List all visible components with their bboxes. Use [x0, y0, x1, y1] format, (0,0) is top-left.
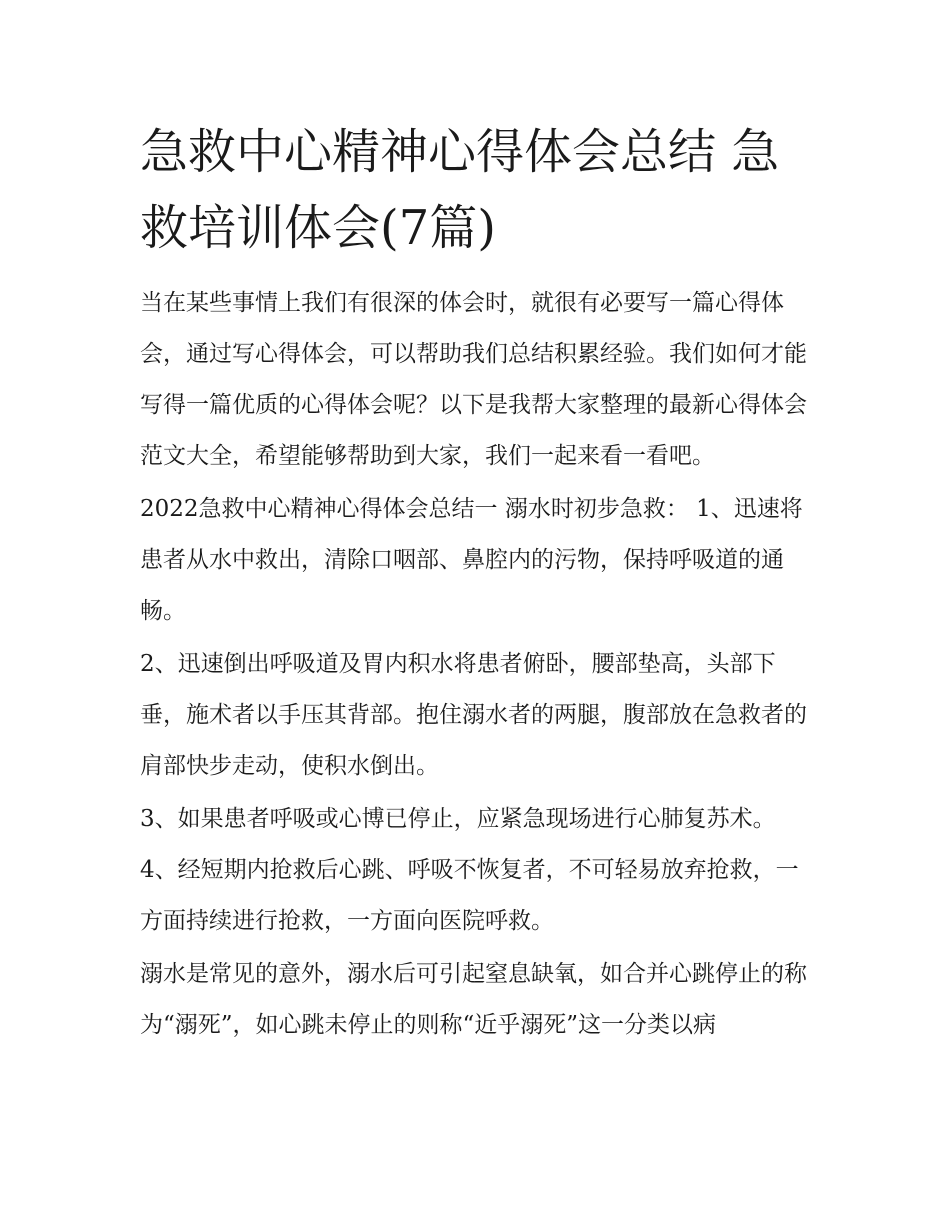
document-title: 急救中心精神心得体会总结 急救培训体会(7篇)	[140, 124, 780, 256]
paragraph-first-aid-step-2: 2、迅速倒出呼吸道及胃内积水将患者俯卧，腰部垫高，头部下垂，施术者以手压其背部。抱住溺水者的两腿，腹部放在急救者的肩部快步走动，使积水倒出。	[140, 651, 807, 779]
paragraph-first-aid-step-1: 2022急救中心精神心得体会总结一 溺水时初步急救： 1、迅速将患者从水中救出，清除口咽部、鼻腔内的污物，保持呼吸道的通畅。	[140, 496, 803, 624]
paragraph-first-aid-step-3-4: 3、如果患者呼吸或心博已停止，应紧急现场进行心肺复苏术。 4、经短期内抢救后心跳、呼吸不恢复者，不可轻易放弃抢救，一方面持续进行抢救，一方面向医院呼救。	[140, 806, 799, 934]
document-body	[140, 278, 820, 1053]
paragraph-intro: 当在某些事情上我们有很深的体会时，就很有必要写一篇心得体会，通过写心得体会，可以帮助我们总结积累经验。我们如何才能写得一篇优质的心得体会呢？以下是我帮大家整理的最新心得体会范文大全，希望能够帮助到大家，我们一起来看一看吧。	[140, 290, 807, 469]
paragraph-drowning-definition: 溺水是常见的意外，溺水后可引起窒息缺氧，如合并心跳停止的称为“溺死”，如心跳未停止的则称“近乎溺死”这一分类以病	[140, 961, 807, 1038]
